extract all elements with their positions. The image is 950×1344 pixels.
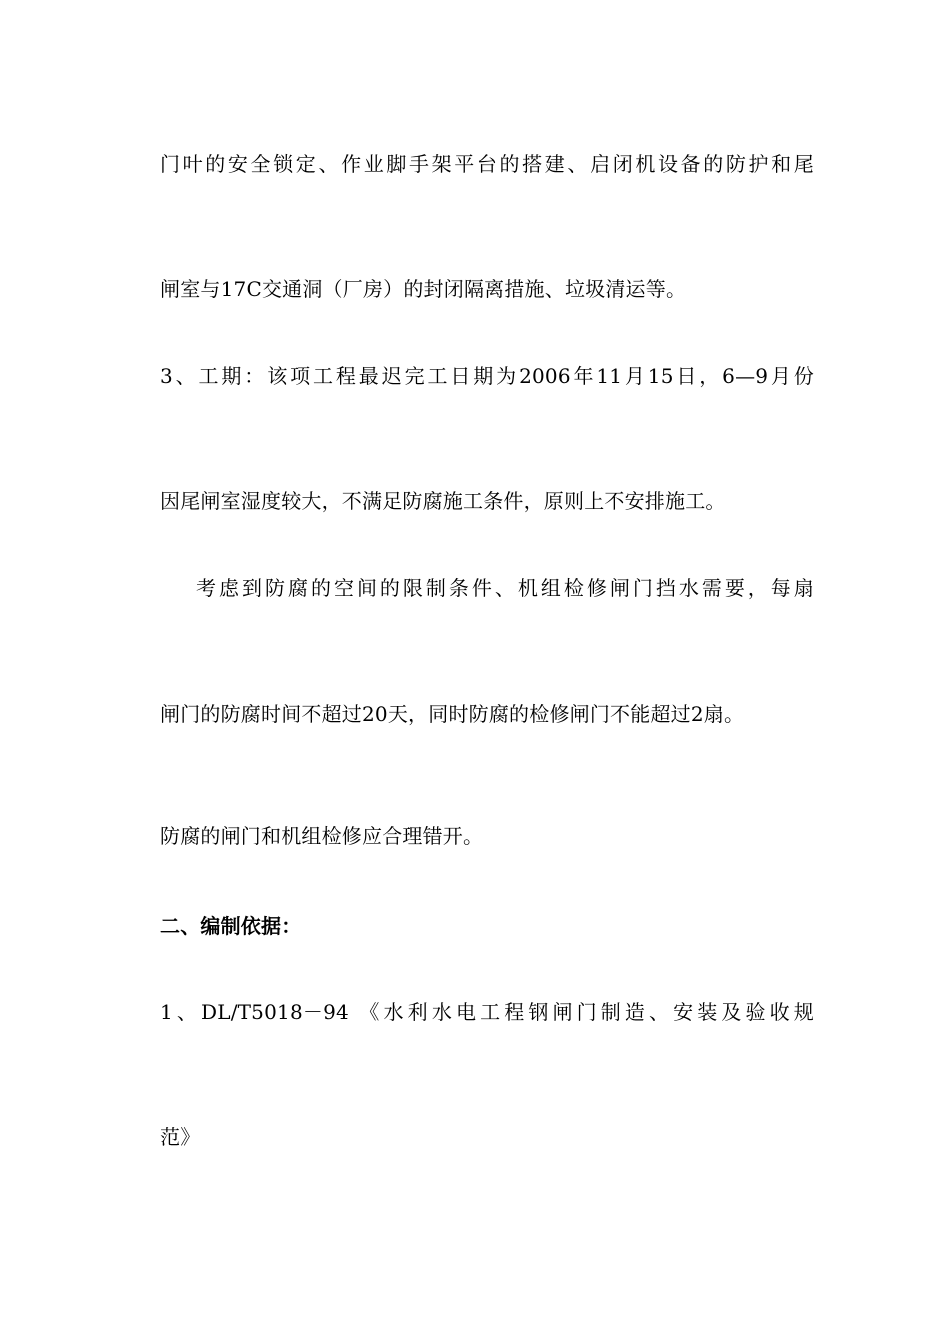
paragraph-line-5: 考虑到防腐的空间的限制条件、机组检修闸门挡水需要，每扇 xyxy=(196,576,814,600)
paragraph-line-6: 闸门的防腐时间不超过20天，同时防腐的检修闸门不能超过2扇。 xyxy=(160,702,745,726)
reference-line-1: 1、DL/T5018－94 《水利水电工程钢闸门制造、安装及验收规 xyxy=(160,1000,814,1024)
section-heading: 二、编制依据： xyxy=(160,914,302,938)
paragraph-line-1: 门叶的安全锁定、作业脚手架平台的搭建、启闭机设备的防护和尾 xyxy=(160,152,814,176)
paragraph-line-7: 防腐的闸门和机组检修应合理错开。 xyxy=(160,824,484,848)
reference-line-2: 范》 xyxy=(160,1125,201,1149)
paragraph-line-4: 因尾闸室湿度较大，不满足防腐施工条件，原则上不安排施工。 xyxy=(160,489,726,513)
paragraph-line-2: 闸室与17C交通洞（厂房）的封闭隔离措施、垃圾清运等。 xyxy=(160,277,687,301)
paragraph-line-3: 3、工期：该项工程最迟完工日期为2006年11月15日，6—9月份 xyxy=(160,364,814,388)
